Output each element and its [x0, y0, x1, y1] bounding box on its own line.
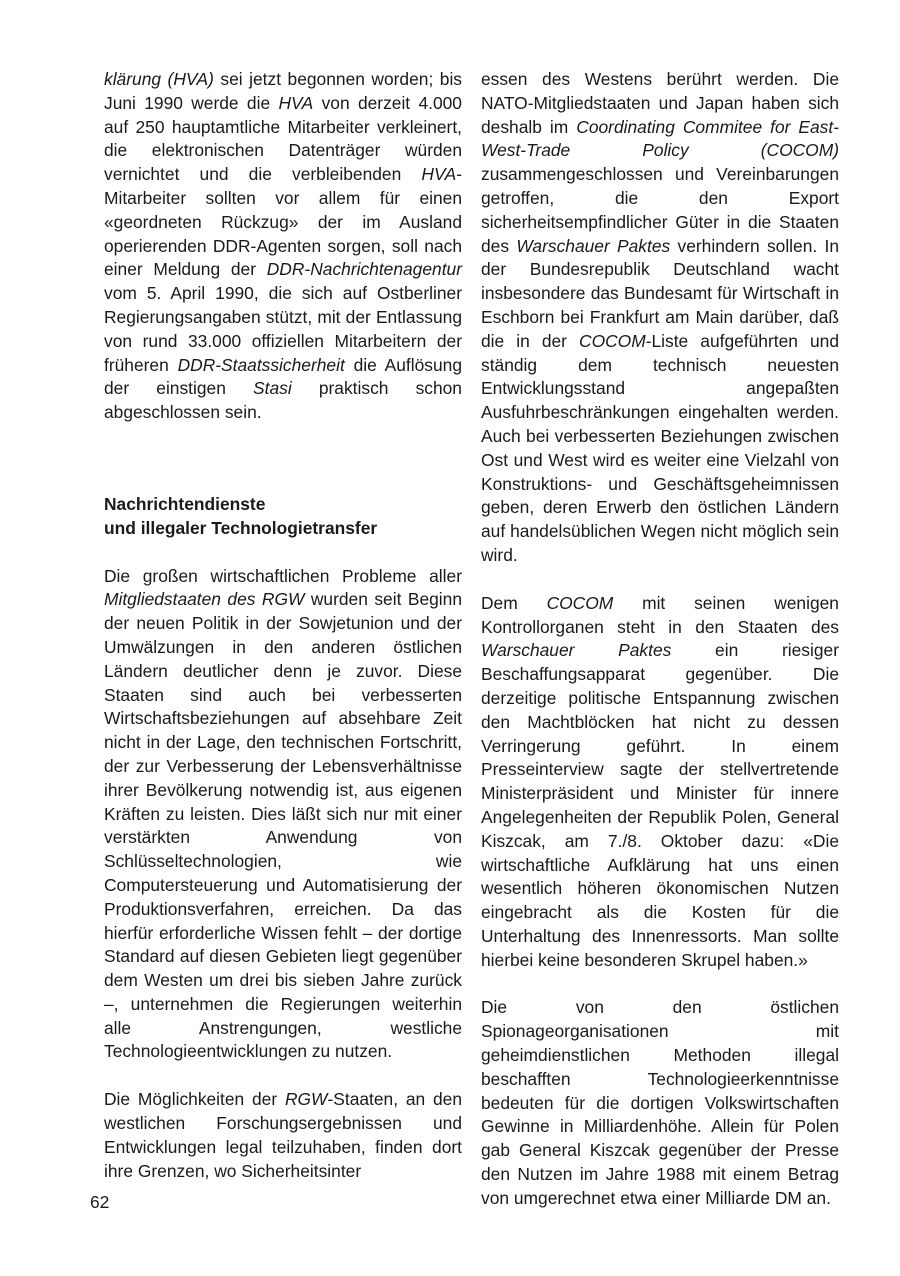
text-run: die Auflösung der einstigen: [104, 354, 463, 399]
page-number: 62: [90, 1192, 110, 1212]
text-run: mit seinen wenigen Kontrollorganen steht in den Staaten des: [481, 592, 839, 637]
text-run: Die Möglichkeiten der: [104, 1089, 285, 1110]
text-run: ein riesiger Beschaffungsapparat gegenüber. Die derzeitige politische Entspannung zwischen den Machtblöcken hat nicht zu dessen Verringerung geführt. In einem Presseinterview sagte der stellvertretende Ministerpräsident und Minister für innere Angelegenheiten der Republik Polen, General Kiszcak, am 7./8. Oktober dazu: «Die wirtschaftliche Aufklärung hat uns einen wesentlich höheren ökonomischen Nutzen eingebracht als die Kosten für die Unterhaltung des Innenressorts. Man sollte hierbei keine besonderen Skrupel haben.»: [481, 640, 839, 970]
text-run: Dem: [481, 592, 547, 613]
right-column: [481, 68, 839, 1211]
text-run: -Mitarbeiter sollten vor allem für einen «geordneten Rückzug» der im Ausland operierenden DDR-Agenten sorgen, soll nach einer Meldung der: [104, 164, 462, 280]
italic-text-run: RGW: [284, 1089, 328, 1110]
text-run: Die großen wirtschaftlichen Probleme aller: [104, 565, 462, 586]
italic-text-run: DDR-Staatssicherheit: [177, 354, 345, 375]
italic-text-run: Warschauer Paktes: [516, 235, 671, 256]
italic-text-run: Warschauer Paktes: [481, 640, 672, 661]
section-heading: [104, 493, 462, 541]
text-run: Die von den östlichen Spionageorganisationen mit geheimdienstlichen Methoden illegal beschafften Technologieerkenntnisse bedeuten für die dortigen Volkswirtschaften Gewinne in Milliardenhöhe. Allein für Polen gab General Kiszcak gegenüber der Presse den Nutzen im Jahre 1988 mit einem Betrag von umgerechnet etwa einer Milliarde DM an.: [481, 997, 839, 1208]
text-run: praktisch schon abgeschlossen sein.: [104, 378, 462, 423]
italic-text-run: DDR-Nachrichtenagentur: [266, 259, 462, 280]
text-run: verhindern sollen. In der Bundesrepublik Deutschland wacht insbesondere das Bundesamt für Wirtschaft in Eschborn bei Frankfurt am Main darüber, daß die in der: [481, 235, 840, 351]
paragraph: [104, 68, 462, 425]
italic-text-run: HVA: [421, 164, 457, 185]
section-heading-line: und illegaler Technologietransfer: [104, 517, 378, 538]
text-run: sei jetzt begonnen worden; bis Juni 1990 werde die: [104, 69, 463, 113]
paragraph: [481, 68, 839, 568]
italic-text-run: HVA: [278, 92, 314, 113]
text-run: vom 5. April 1990, die sich auf Ostberliner Regierungsangaben stützt, mit der Entlassung von rund 33.000 offiziellen Mitarbeitern der früheren: [104, 283, 462, 375]
text-run: von derzeit 4.000 auf 250 hauptamtliche Mitarbeiter verkleinert, die elektronischen Datenträger würden vernichtet und die verbleibenden: [104, 92, 462, 185]
section-heading-line: Nachrichtendienste: [104, 493, 266, 514]
text-run: -Staaten, an den westlichen Forschungsergebnissen und Entwicklungen legal teilzuhaben, finden dort ihre Grenzen, wo Sicherheitsinter: [104, 1089, 462, 1181]
italic-text-run: Mitgliedstaaten des RGW: [104, 589, 305, 610]
text-run: essen des Westens berührt werden. Die NATO-Mitgliedstaaten und Japan haben sich deshalb im: [481, 69, 839, 137]
text-run: zusammengeschlossen und Vereinbarungen getroffen, die den Export sicherheitsempfindlicher Güter in die Staaten des: [481, 164, 839, 256]
paragraph: [481, 592, 839, 973]
paragraph: [104, 565, 462, 1065]
paragraph: [104, 1088, 462, 1183]
left-column: [104, 68, 462, 1183]
italic-text-run: Stasi: [253, 378, 292, 399]
text-run: wurden seit Beginn der neuen Politik in der Sowjetunion und der Umwälzungen in den anderen östlichen Ländern deutlicher denn je zuvor. Diese Staaten sind auch bei verbesserten Wirtschaftsbeziehungen auf absehbare Zeit nicht in der Lage, den technischen Fortschritt, der zur Verbesserung der Lebensverhältnisse ihrer Bevölkerung notwendig ist, aus eigenen Kräften zu leisten. Dies läßt sich nur mit einer verstärkten Anwendung von Schlüsseltechnologien, wie Computersteuerung und Automatisierung der Produktionsverfahren, erreichen. Da das hierfür erforderliche Wissen fehlt – der dortige Standard auf diesen Gebieten liegt gegenüber dem Westen um drei bis sieben Jahre zurück –, unternehmen die Regierungen weiterhin alle Anstrengungen, westliche Technologieentwicklungen zu nutzen.: [104, 589, 462, 1062]
paragraph: [481, 996, 839, 1210]
italic-text-run: Coordinating Commitee for East-West-Trade Policy (COCOM): [481, 116, 839, 161]
italic-text-run: COCOM: [546, 592, 614, 613]
italic-text-run: COCOM: [579, 330, 646, 351]
text-run: -Liste aufgeführten und ständig dem technisch neuesten Entwicklungsstand angepaßten Ausfuhrbeschränkungen eingehalten werden. Auch bei verbesserten Beziehungen zwischen Ost und West wird es weiter eine Vielzahl von Konstruktions- und Geschäftsgeheimnissen geben, deren Erwerb den östlichen Ländern auf handelsüblichen Wegen nicht möglich sein wird.: [481, 330, 839, 565]
italic-text-run: klärung (HVA): [104, 69, 214, 89]
